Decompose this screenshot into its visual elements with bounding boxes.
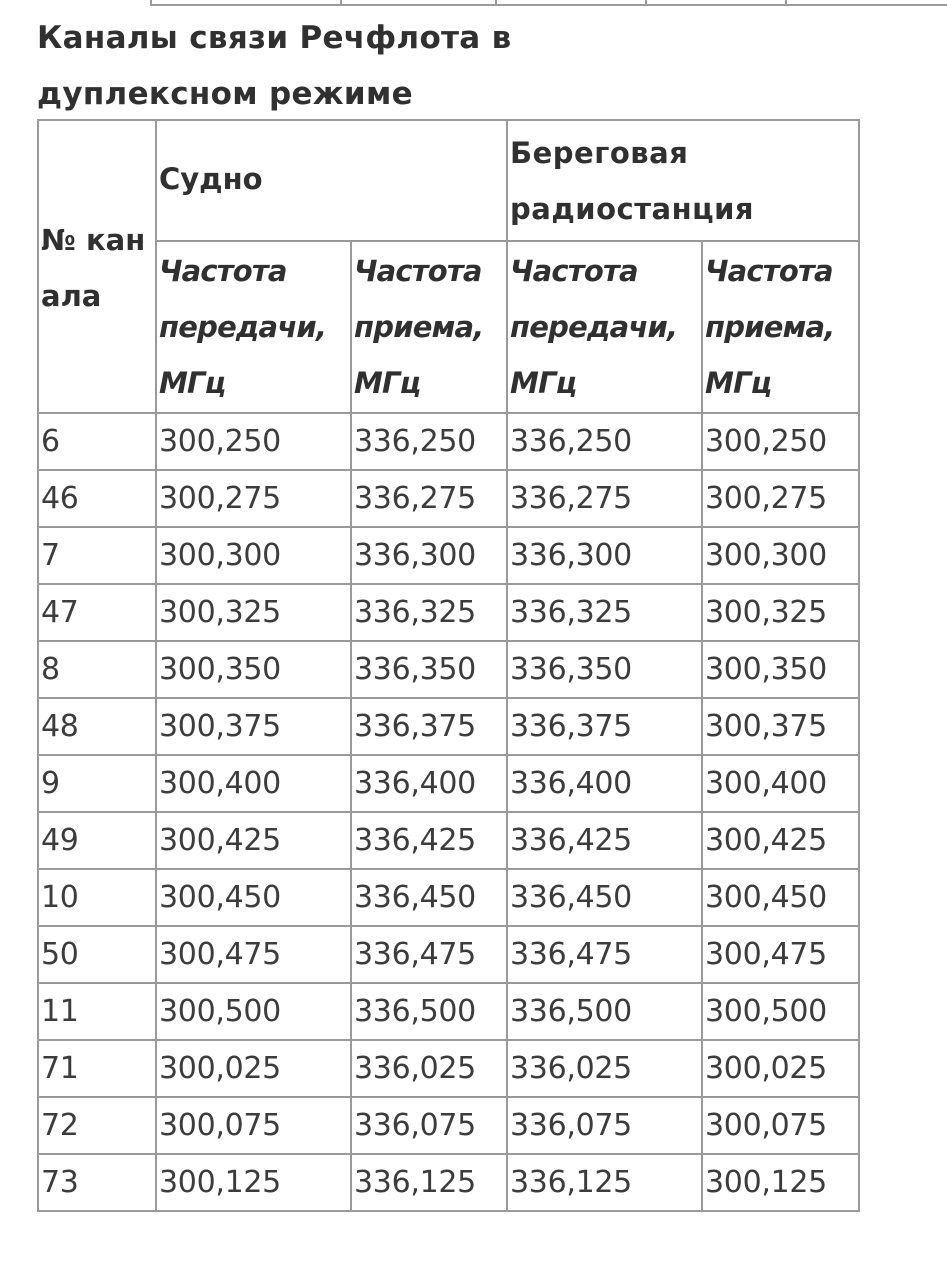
cell-shore-tx-freq: 336,300 <box>507 527 702 584</box>
cell-shore-rx-freq: 300,325 <box>702 584 859 641</box>
cell-shore-tx-freq: 336,125 <box>507 1154 702 1211</box>
cell-channel-number: 49 <box>38 812 156 869</box>
cell-channel-number: 50 <box>38 926 156 983</box>
cell-ship-rx-freq: 336,125 <box>351 1154 507 1211</box>
cell-shore-rx-freq: 300,400 <box>702 755 859 812</box>
cell-shore-rx-freq: 300,075 <box>702 1097 859 1154</box>
cell-channel-number: 46 <box>38 470 156 527</box>
cell-shore-tx-freq: 336,275 <box>507 470 702 527</box>
cell-shore-tx-freq: 336,250 <box>507 413 702 470</box>
header-ship-tx <box>156 241 351 413</box>
cell-ship-tx-freq: 300,475 <box>156 926 351 983</box>
cell-shore-rx-freq: 300,125 <box>702 1154 859 1211</box>
cell-ship-tx-freq: 300,350 <box>156 641 351 698</box>
cell-shore-tx-freq: 336,400 <box>507 755 702 812</box>
table-row <box>38 584 859 641</box>
table-row <box>38 1040 859 1097</box>
cell-ship-tx-freq: 300,375 <box>156 698 351 755</box>
cell-shore-tx-freq: 336,075 <box>507 1097 702 1154</box>
table-row <box>38 926 859 983</box>
table-row <box>38 983 859 1040</box>
cell-channel-number: 10 <box>38 869 156 926</box>
cell-shore-rx-freq: 300,300 <box>702 527 859 584</box>
header-ship-rx-label: Частота приема, МГц <box>354 254 484 400</box>
cell-ship-rx-freq: 336,025 <box>351 1040 507 1097</box>
table-row <box>38 812 859 869</box>
cell-shore-tx-freq: 336,025 <box>507 1040 702 1097</box>
cell-ship-tx-freq: 300,125 <box>156 1154 351 1211</box>
cell-ship-tx-freq: 300,425 <box>156 812 351 869</box>
cell-shore-rx-freq: 300,350 <box>702 641 859 698</box>
header-shore-label: Береговая радиостанция <box>510 135 755 226</box>
table-row <box>38 641 859 698</box>
cell-shore-rx-freq: 300,250 <box>702 413 859 470</box>
header-shore-rx <box>702 241 859 413</box>
table-row <box>38 755 859 812</box>
cell-channel-number: 73 <box>38 1154 156 1211</box>
cell-ship-rx-freq: 336,400 <box>351 755 507 812</box>
cell-ship-rx-freq: 336,500 <box>351 983 507 1040</box>
cell-channel-number: 6 <box>38 413 156 470</box>
frequency-table <box>37 119 860 1212</box>
cell-ship-tx-freq: 300,400 <box>156 755 351 812</box>
header-row-groups <box>38 120 859 241</box>
cell-channel-number: 47 <box>38 584 156 641</box>
table-row <box>38 869 859 926</box>
cell-ship-rx-freq: 336,475 <box>351 926 507 983</box>
table-row <box>38 413 859 470</box>
header-shore-rx-label: Частота приема, МГц <box>705 254 835 400</box>
header-channel-label: № канала <box>41 222 146 313</box>
cell-ship-tx-freq: 300,275 <box>156 470 351 527</box>
header-channel <box>38 120 156 413</box>
cell-shore-rx-freq: 300,475 <box>702 926 859 983</box>
table-row <box>38 698 859 755</box>
header-shore <box>507 120 859 241</box>
cell-channel-number: 7 <box>38 527 156 584</box>
header-shore-tx <box>507 241 702 413</box>
table-body <box>38 413 859 1211</box>
cell-ship-tx-freq: 300,325 <box>156 584 351 641</box>
cell-shore-tx-freq: 336,475 <box>507 926 702 983</box>
cell-ship-tx-freq: 300,075 <box>156 1097 351 1154</box>
cell-shore-rx-freq: 300,425 <box>702 812 859 869</box>
cell-shore-rx-freq: 300,450 <box>702 869 859 926</box>
header-ship-rx <box>351 241 507 413</box>
previous-table-bottom-border <box>150 0 947 6</box>
cell-shore-tx-freq: 336,450 <box>507 869 702 926</box>
cell-channel-number: 71 <box>38 1040 156 1097</box>
cell-shore-rx-freq: 300,275 <box>702 470 859 527</box>
table-row <box>38 527 859 584</box>
table-row <box>38 1154 859 1211</box>
cell-shore-tx-freq: 336,500 <box>507 983 702 1040</box>
cell-ship-tx-freq: 300,450 <box>156 869 351 926</box>
cell-shore-rx-freq: 300,375 <box>702 698 859 755</box>
table-row <box>38 470 859 527</box>
cell-ship-rx-freq: 336,375 <box>351 698 507 755</box>
cell-ship-tx-freq: 300,300 <box>156 527 351 584</box>
cell-ship-rx-freq: 336,075 <box>351 1097 507 1154</box>
cell-shore-tx-freq: 336,350 <box>507 641 702 698</box>
page-title: Каналы связи Речфлота в дуплексном режиме <box>37 20 512 112</box>
cell-ship-rx-freq: 336,250 <box>351 413 507 470</box>
cell-ship-rx-freq: 336,425 <box>351 812 507 869</box>
cell-ship-tx-freq: 300,250 <box>156 413 351 470</box>
cell-channel-number: 9 <box>38 755 156 812</box>
cell-shore-tx-freq: 336,325 <box>507 584 702 641</box>
cell-ship-tx-freq: 300,025 <box>156 1040 351 1097</box>
header-ship-label: Судно <box>159 161 263 196</box>
table-row <box>38 1097 859 1154</box>
cell-shore-rx-freq: 300,025 <box>702 1040 859 1097</box>
cell-shore-tx-freq: 336,425 <box>507 812 702 869</box>
cell-ship-tx-freq: 300,500 <box>156 983 351 1040</box>
header-row-columns <box>38 241 859 413</box>
cell-channel-number: 48 <box>38 698 156 755</box>
cell-shore-rx-freq: 300,500 <box>702 983 859 1040</box>
header-ship <box>156 120 507 241</box>
cell-ship-rx-freq: 336,350 <box>351 641 507 698</box>
cell-ship-rx-freq: 336,275 <box>351 470 507 527</box>
cell-channel-number: 11 <box>38 983 156 1040</box>
header-ship-tx-label: Частота передачи, МГц <box>159 254 327 400</box>
cell-ship-rx-freq: 336,325 <box>351 584 507 641</box>
cell-ship-rx-freq: 336,450 <box>351 869 507 926</box>
header-shore-tx-label: Частота передачи, МГц <box>510 254 678 400</box>
cell-shore-tx-freq: 336,375 <box>507 698 702 755</box>
cell-ship-rx-freq: 336,300 <box>351 527 507 584</box>
cell-channel-number: 8 <box>38 641 156 698</box>
cell-channel-number: 72 <box>38 1097 156 1154</box>
